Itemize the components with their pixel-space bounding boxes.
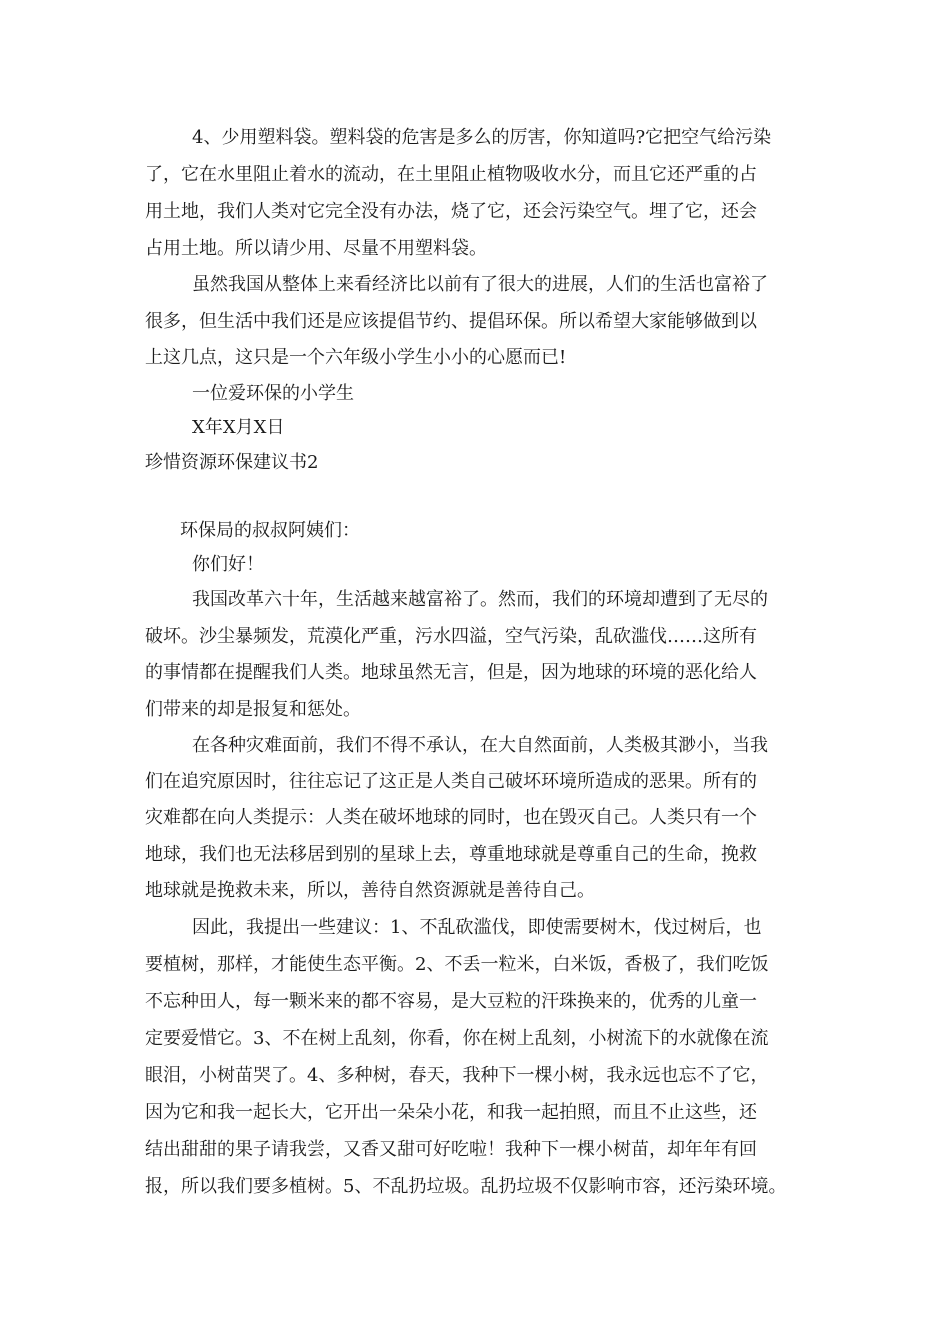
text-line: 要植树，那样，才能使生态平衡。2、不丢一粒米，白米饭，香极了，我们吃饭 — [145, 954, 769, 975]
text-line: 眼泪，小树苗哭了。4、多种树，春天，我种下一棵小树，我永远也忘不了它， — [145, 1065, 769, 1086]
text-line: 定要爱惜它。3、不在树上乱刻，你看，你在树上乱刻，小树流下的水就像在流 — [145, 1028, 769, 1049]
text-line: 很多，但生活中我们还是应该提倡节约、提倡环保。所以希望大家能够做到以 — [145, 311, 757, 332]
text-line: 的事情都在提醒我们人类。地球虽然无言，但是，因为地球的环境的恶化给人 — [145, 662, 757, 683]
text-line: 破坏。沙尘暴频发，荒漠化严重，污水四溢，空气污染，乱砍滥伐……这所有 — [145, 626, 757, 647]
section-title: 珍惜资源环保建议书2 — [145, 452, 319, 473]
text-line: 不忘种田人，每一颗米来的都不容易，是大豆粒的汗珠换来的，优秀的儿童一 — [145, 991, 757, 1012]
text-line: 因此，我提出一些建议：1、不乱砍滥伐，即使需要树木，伐过树后，也 — [192, 917, 762, 938]
greeting: 你们好！ — [192, 554, 264, 575]
text-line: 在各种灾难面前，我们不得不承认，在大自然面前，人类极其渺小，当我 — [192, 735, 768, 756]
text-line: 报，所以我们要多植树。5、不乱扔垃圾。乱扔垃圾不仅影响市容，还污染环境。 — [145, 1176, 787, 1197]
text-line: 灾难都在向人类提示：人类在破坏地球的同时，也在毁灭自己。人类只有一个 — [145, 807, 757, 828]
salutation: 环保局的叔叔阿姨们： — [180, 520, 360, 541]
text-line: 用土地，我们人类对它完全没有办法，烧了它，还会污染空气。埋了它，还会 — [145, 201, 757, 222]
text-line: 们带来的却是报复和惩处。 — [145, 699, 361, 720]
text-line: 上这几点，这只是一个六年级小学生小小的心愿而已! — [145, 347, 567, 368]
text-line: 了，它在水里阻止着水的流动，在土里阻止植物吸收水分，而且它还严重的占 — [145, 164, 757, 185]
text-line: 们在追究原因时，往往忘记了这正是人类自己破坏环境所造成的恶果。所有的 — [145, 771, 757, 792]
text-line: 结出甜甜的果子请我尝，又香又甜可好吃啦！我种下一棵小树苗，却年年有回 — [145, 1139, 757, 1160]
text-line: 占用土地。所以请少用、尽量不用塑料袋。 — [145, 238, 487, 259]
text-line: 虽然我国从整体上来看经济比以前有了很大的进展，人们的生活也富裕了 — [192, 274, 768, 295]
text-line: 4、少用塑料袋。塑料袋的危害是多么的厉害，你知道吗?它把空气给污染 — [192, 127, 772, 148]
date: X年X月X日 — [192, 417, 285, 438]
signature: 一位爱环保的小学生 — [192, 383, 354, 404]
text-line: 我国改革六十年，生活越来越富裕了。然而，我们的环境却遭到了无尽的 — [192, 589, 768, 610]
text-line: 因为它和我一起长大，它开出一朵朵小花，和我一起拍照，而且不止这些，还 — [145, 1102, 757, 1123]
text-line: 地球，我们也无法移居到别的星球上去，尊重地球就是尊重自己的生命，挽救 — [145, 844, 757, 865]
text-line: 地球就是挽救未来，所以，善待自然资源就是善待自己。 — [145, 880, 595, 901]
